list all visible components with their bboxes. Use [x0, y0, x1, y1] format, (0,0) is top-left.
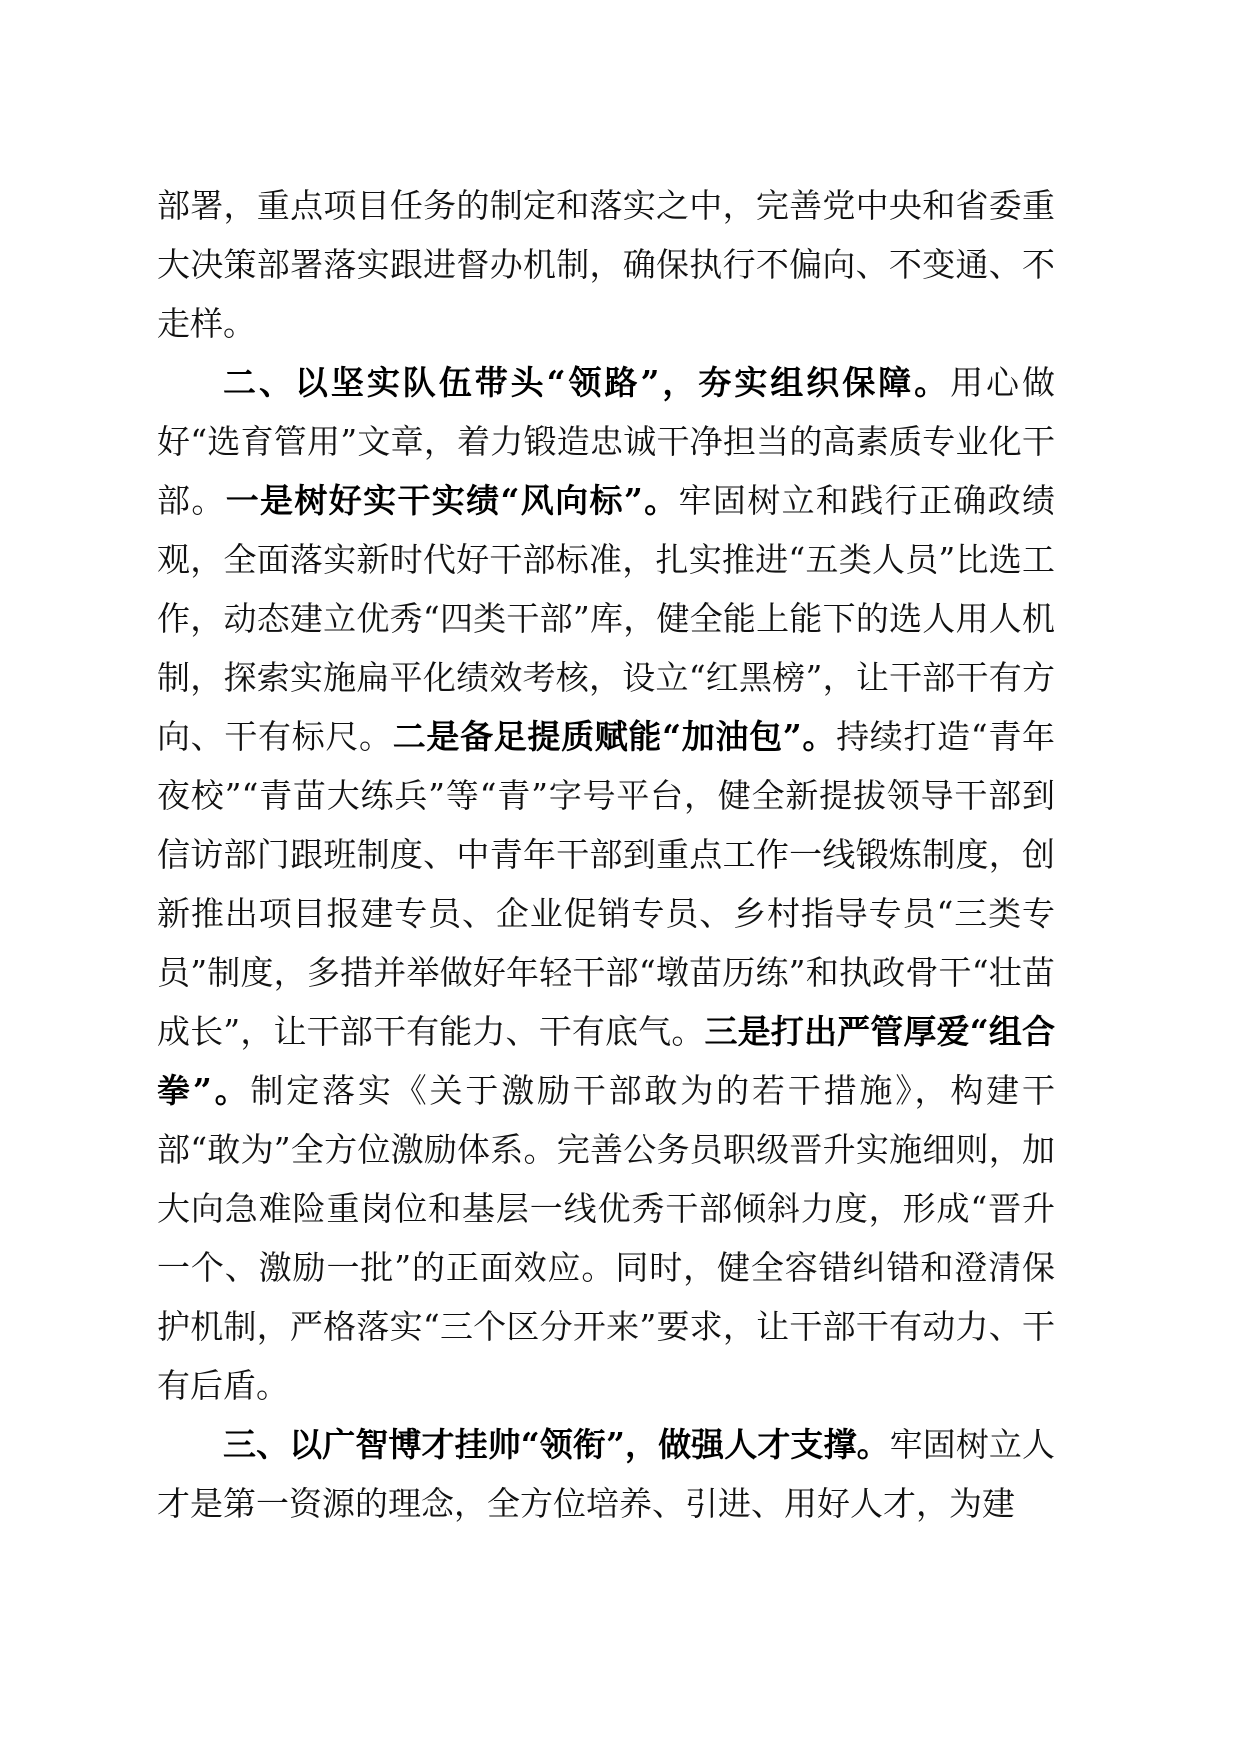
paragraph-continued	[157, 176, 1055, 353]
section-heading: 二、以坚实队伍带头“领路”，夯实组织保障。	[223, 363, 951, 402]
text-segment: 牢固树立和践行正确政绩观，全面落实新时代好干部标准，扎实推进“五类人员”比选工作，动态建立优秀“四类干部”库，健全能上能下的选人用人机制，探索实施扁平化绩效考核，设立“红黑榜”，让干部干有方向、干有标尺。	[157, 481, 1056, 756]
text-segment: 部署，重点项目任务的制定和落实之中，完善党中央和省委重大决策部署落实跟进督办机制，确保执行不偏向、不变通、不走样。	[157, 186, 1055, 343]
text-segment: 用心做好“选育管用”文章，着力锻造忠诚干净担当的高素质专业化干部。	[157, 363, 1056, 520]
sub-heading: 二是备足提质赋能“加油包”。	[392, 717, 837, 756]
text-segment: 持续打造“青年夜校”“青苗大练兵”等“青”字号平台，健全新提拔领导干部到信访部门跟班制度、中青年干部到重点工作一线锻炼制度，创新推出项目报建专员、企业促销专员、乡村指导专员“三类专员”制度，多措并举做好年轻干部“墩苗历练”和执政骨干“壮苗成长”，让干部干有能力、干有底气。	[157, 717, 1056, 1051]
sub-heading: 一是树好实干实绩“风向标”。	[225, 481, 679, 520]
section-heading: 三、以广智博才挂帅“领衔”，做强人才支撑。	[223, 1425, 890, 1464]
paragraph-section-three	[157, 1415, 1055, 1533]
paragraph-section-two	[157, 353, 1055, 1415]
sub-heading: 三是打出严管厚爱“组合拳”。	[157, 1012, 1055, 1110]
body-text	[157, 176, 1055, 1533]
text-segment: 牢固树立人才是第一资源的理念，全方位培养、引进、用好人才，为建	[157, 1425, 1055, 1523]
text-segment: 制定落实《关于激励干部敢为的若干措施》，构建干部“敢为”全方位激励体系。完善公务员职级晋升实施细则，加大向急难险重岗位和基层一线优秀干部倾斜力度，形成“晋升一个、激励一批”的正面效应。同时，健全容错纠错和澄清保护机制，严格落实“三个区分开来”要求，让干部干有动力、干有后盾。	[157, 1071, 1056, 1405]
